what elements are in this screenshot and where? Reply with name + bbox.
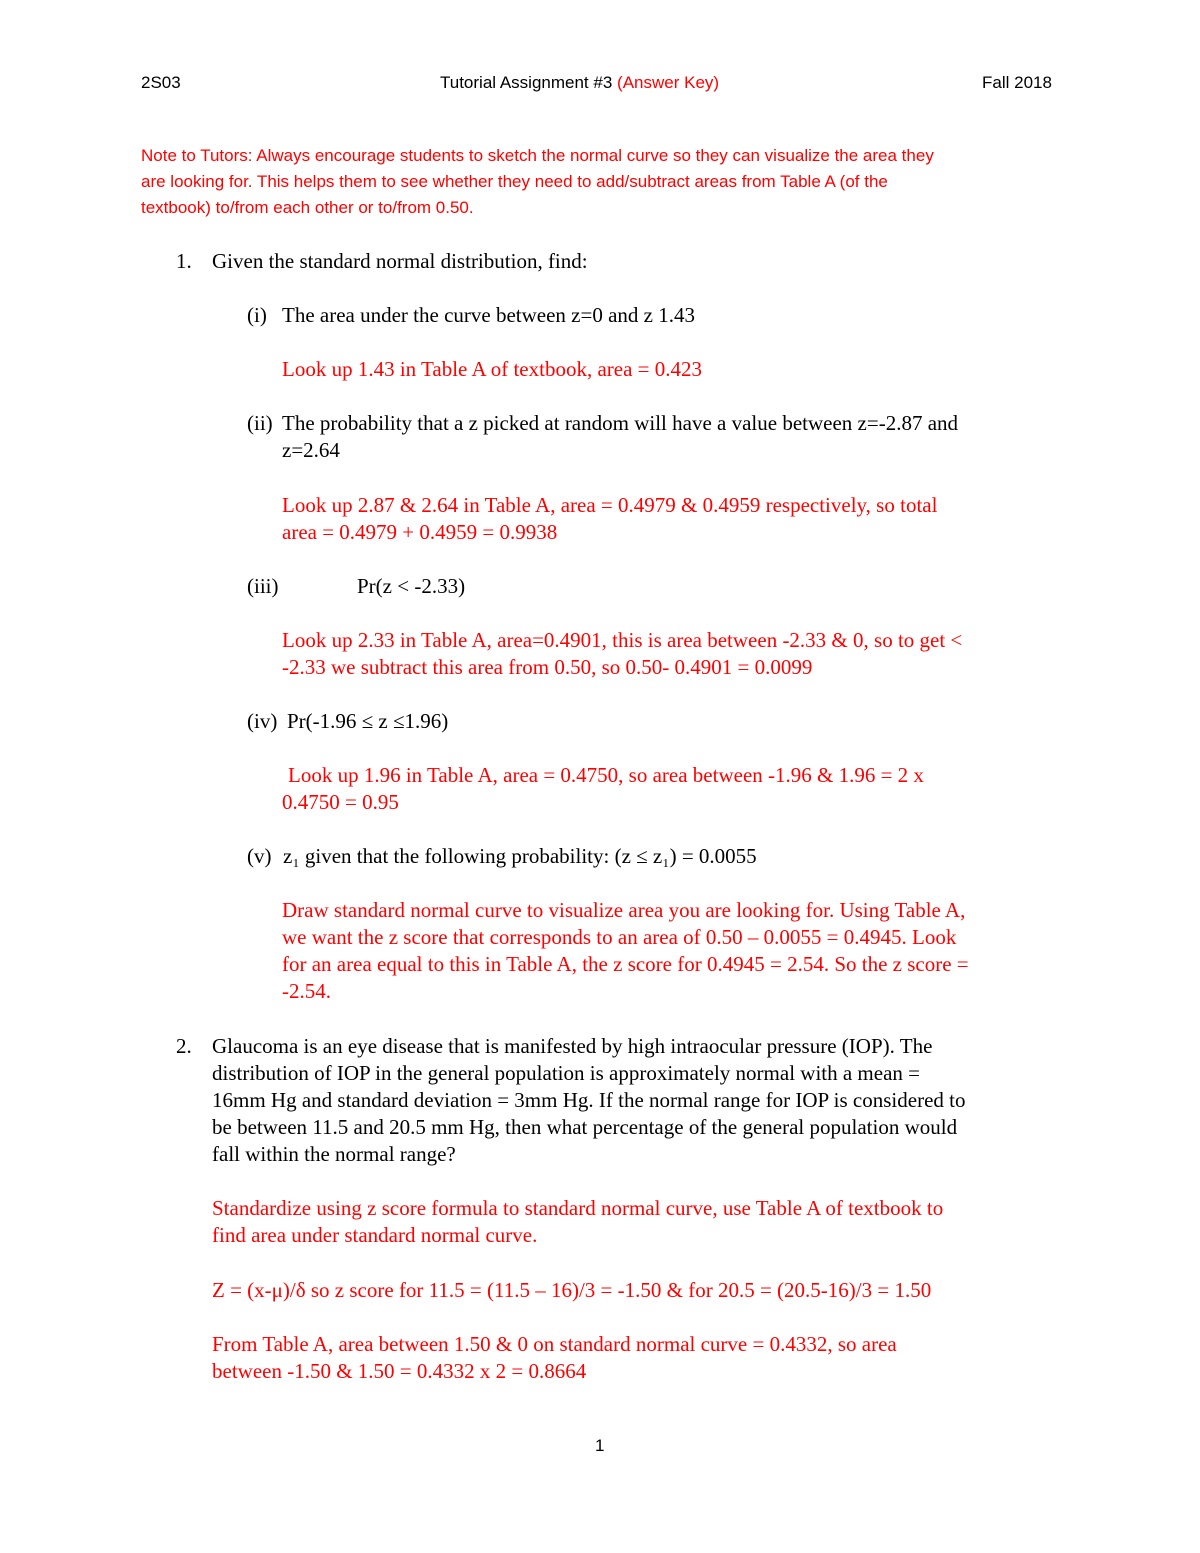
q1-iv-text: Pr(-1.96 ≤ z ≤1.96) — [287, 709, 449, 733]
q1-ii-text-line: The probability that a z picked at random will have a value between z=-2.87 and — [282, 411, 959, 435]
q2-answer-line: Standardize using z score formula to standard normal curve, use Table A of textbook to — [212, 1196, 944, 1220]
q2-text-line: 16mm Hg and standard deviation = 3mm Hg. If the normal range for IOP is considered to — [212, 1088, 966, 1112]
tutor-note-line: Note to Tutors: Always encourage students to sketch the normal curve so they can visualize the area they — [141, 146, 934, 165]
q1-iii-text: Pr(z < -2.33) — [357, 574, 466, 598]
title-suffix: (Answer Key) — [617, 73, 720, 92]
q1-iv-label: (iv) — [247, 709, 278, 733]
q1-ii-answer-line: Look up 2.87 & 2.64 in Table A, area = 0.4979 & 0.4959 respectively, so total — [282, 493, 938, 517]
q2-answer-line: From Table A, area between 1.50 & 0 on standard normal curve = 0.4332, so area — [212, 1332, 897, 1356]
document-title — [440, 73, 719, 93]
q2-answer-standardize — [212, 1195, 943, 1249]
q1-i-text: The area under the curve between z=0 and z 1.43 — [282, 303, 695, 327]
q2-text-line: Glaucoma is an eye disease that is manifested by high intraocular pressure (IOP). The — [212, 1034, 933, 1058]
q2-text — [212, 1033, 965, 1168]
q2-text-line: distribution of IOP in the general population is approximately normal with a mean = — [212, 1061, 921, 1085]
tutor-note-line: textbook) to/from each other or to/from 0.50. — [141, 198, 474, 217]
q1-ii-answer-line: area = 0.4979 + 0.4959 = 0.9938 — [282, 520, 558, 544]
q1-v-answer-line: for an area equal to this in Table A, the z score for 0.4945 = 2.54. So the z score = — [282, 952, 969, 976]
q2-text-line: be between 11.5 and 20.5 mm Hg, then what percentage of the general population would — [212, 1115, 958, 1139]
q1-iv-answer — [282, 762, 924, 816]
q2-answer-line: between -1.50 & 1.50 = 0.4332 x 2 = 0.8664 — [212, 1359, 587, 1383]
tutor-note-line: are looking for. This helps them to see whether they need to add/subtract areas from Table A (of the — [141, 172, 888, 191]
q2-answer-zscore: Z = (x-μ)/δ so z score for 11.5 = (11.5 – 16)/3 = -1.50 & for 20.5 = (20.5-16)/3 = 1.50 — [212, 1278, 932, 1302]
q1-v-answer-line: we want the z score that corresponds to an area of 0.50 – 0.0055 = 0.4945. Look — [282, 925, 957, 949]
q1-v-text: z₁ given that the following probability: (z ≤ z₁) = 0.0055 — [283, 844, 757, 868]
q1-iii-answer-line: -2.33 we subtract this area from 0.50, so 0.50- 0.4901 = 0.0099 — [282, 655, 813, 679]
q1-number: 1. — [176, 249, 192, 273]
q1-iv-answer-line: 0.4750 = 0.95 — [282, 790, 399, 814]
q1-v-label: (v) — [247, 844, 272, 868]
q1-ii-text-line: z=2.64 — [282, 438, 340, 462]
q1-ii-text — [282, 410, 958, 464]
q1-iv-answer-line: Look up 1.96 in Table A, area = 0.4750, so area between -1.96 & 1.96 = 2 x — [288, 763, 924, 787]
q1-v-answer — [282, 897, 969, 1005]
q1-i-answer: Look up 1.43 in Table A of textbook, area = 0.423 — [282, 357, 702, 381]
q1-text: Given the standard normal distribution, find: — [212, 249, 588, 273]
title-text: Tutorial Assignment #3 — [440, 73, 613, 92]
course-code: 2S03 — [141, 73, 181, 92]
q2-answer-line: find area under standard normal curve. — [212, 1223, 538, 1247]
q1-ii-label: (ii) — [247, 411, 273, 435]
q1-ii-answer — [282, 492, 937, 546]
q2-number: 2. — [176, 1034, 192, 1058]
q1-iii-answer-line: Look up 2.33 in Table A, area=0.4901, this is area between -2.33 & 0, so to get < — [282, 628, 963, 652]
tutor-note — [141, 143, 934, 221]
q1-iii-answer — [282, 627, 962, 681]
term: Fall 2018 — [982, 73, 1052, 92]
q2-answer-area — [212, 1331, 897, 1385]
q1-iii-label: (iii) — [247, 574, 279, 598]
q1-v-answer-line: Draw standard normal curve to visualize area you are looking for. Using Table A, — [282, 898, 966, 922]
q2-text-line: fall within the normal range? — [212, 1142, 456, 1166]
q1-i-label: (i) — [247, 303, 267, 327]
q1-v-answer-line: -2.54. — [282, 979, 331, 1003]
page-number: 1 — [595, 1436, 605, 1455]
